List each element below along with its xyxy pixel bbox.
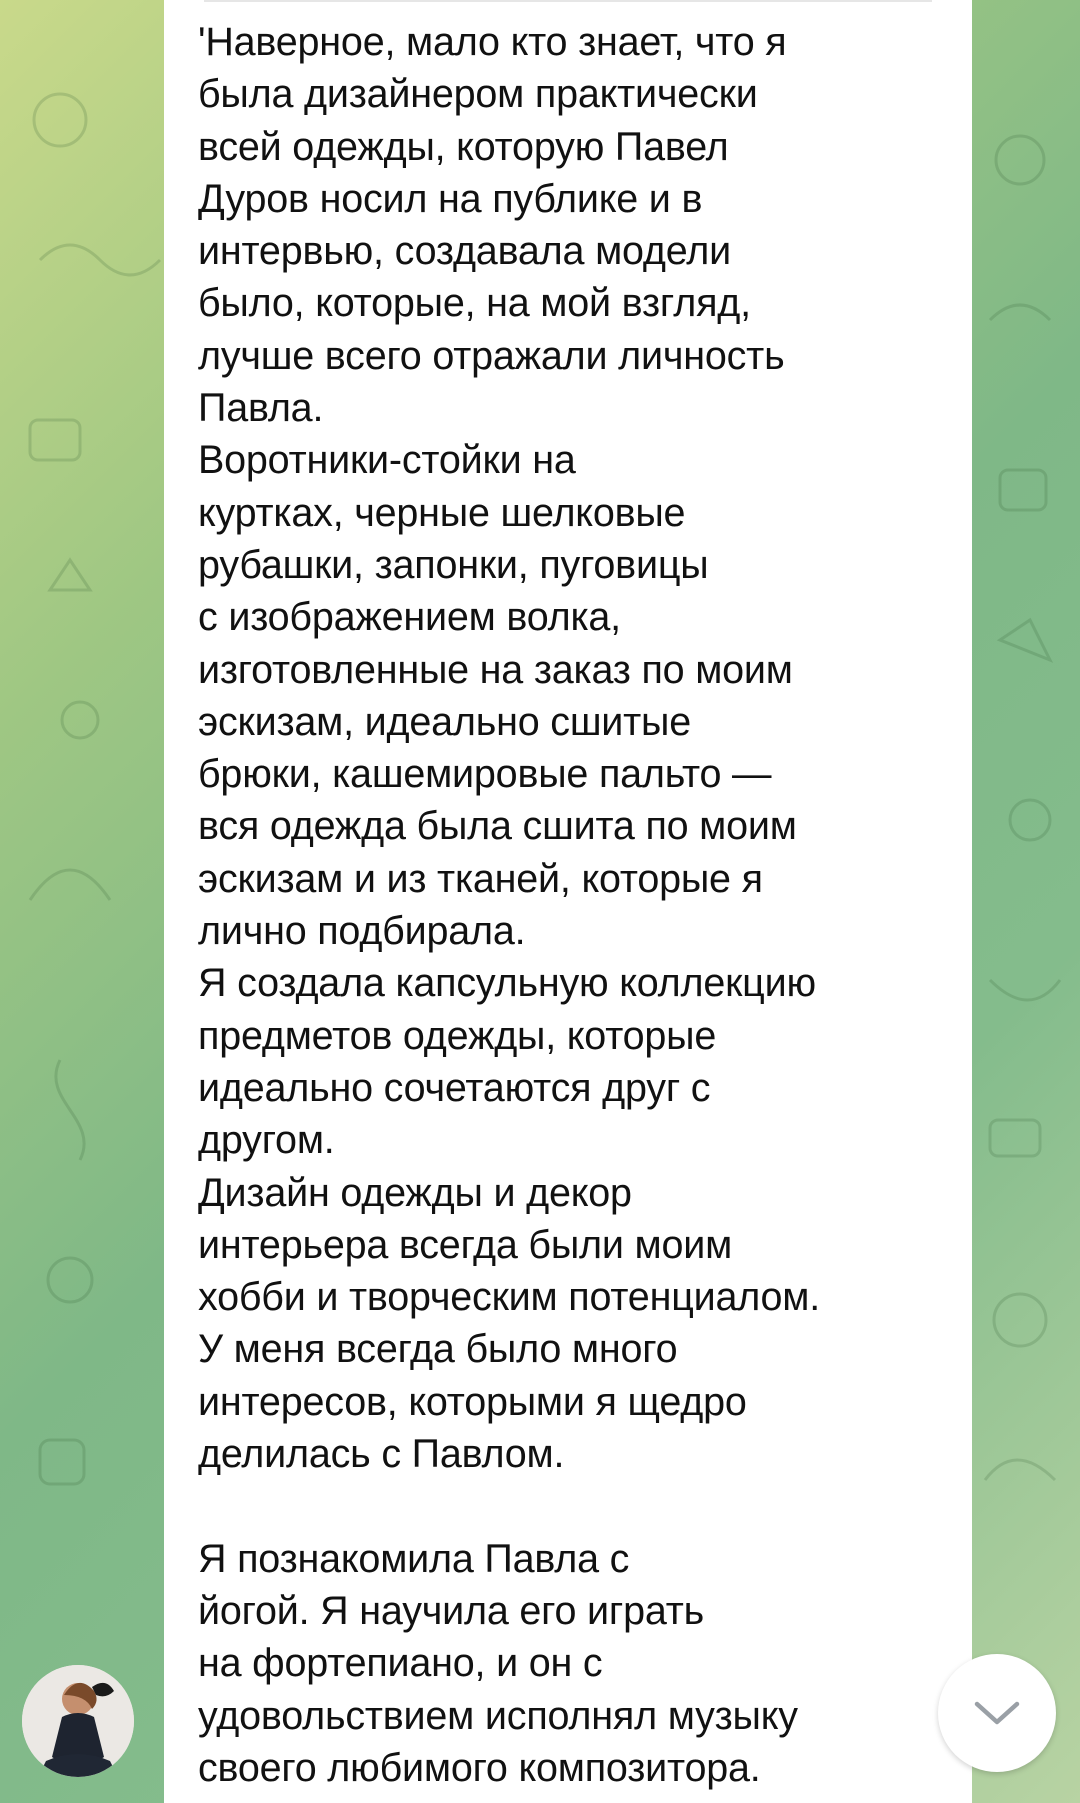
message-line: интерьера всегда были моим — [198, 1222, 733, 1267]
message-line: Я создала капсульную коллекцию — [198, 961, 816, 1006]
message-text — [198, 16, 958, 1794]
message-line: своего любимого композитора. — [198, 1745, 761, 1790]
message-line: 'Наверное, мало кто знает, что я — [198, 20, 787, 64]
message-line: лично подбирала. — [198, 909, 526, 954]
message-bubble[interactable] — [164, 0, 972, 1803]
message-line: делилась с Павлом. — [198, 1432, 565, 1477]
message-line: всей одежды, которую Павел — [198, 124, 729, 169]
message-line: рубашки, запонки, пуговицы — [198, 542, 709, 587]
message-line: на фортепиано, и он с — [198, 1641, 603, 1686]
message-line: с изображением волка, — [198, 595, 621, 640]
message-line: Дуров носил на публике и в — [198, 176, 703, 221]
message-line: идеально сочетаются друг с — [198, 1065, 711, 1110]
message-line: интересов, которыми я щедро — [198, 1379, 747, 1424]
user-avatar-photo-icon — [22, 1665, 134, 1777]
message-line: предметов одежды, которые — [198, 1013, 717, 1058]
message-line: удовольствием исполнял музыку — [198, 1693, 798, 1738]
message-line: была дизайнером практически — [198, 72, 758, 117]
message-line: эскизам, идеально сшитые — [198, 699, 692, 744]
sender-avatar[interactable] — [22, 1665, 134, 1777]
message-line: интервью, создавала модели — [198, 229, 731, 274]
message-line: Павла. — [198, 386, 324, 431]
message-line: другом. — [198, 1118, 335, 1163]
message-line: У меня всегда было много — [198, 1327, 678, 1372]
bubble-divider — [204, 0, 932, 2]
message-line: Я познакомила Павла с — [198, 1536, 630, 1581]
message-line: Воротники-стойки на — [198, 438, 576, 483]
message-line: хобби и творческим потенциалом. — [198, 1275, 821, 1320]
message-line: куртках, черные шелковые — [198, 490, 686, 535]
message-line: йогой. Я научила его играть — [198, 1588, 705, 1633]
chevron-down-icon — [972, 1698, 1022, 1728]
message-line: вся одежда была сшита по моим — [198, 804, 797, 849]
message-line: изготовленные на заказ по моим — [198, 647, 793, 692]
message-line: Дизайн одежды и декор — [198, 1170, 632, 1215]
message-line: эскизам и из тканей, которые я — [198, 856, 763, 901]
message-line: брюки, кашемировые пальто — — [198, 752, 772, 797]
message-line — [198, 1480, 958, 1532]
message-line: лучше всего отражали личность — [198, 333, 785, 378]
message-line: было, которые, на мой взгляд, — [198, 281, 751, 326]
scroll-down-button[interactable] — [938, 1654, 1056, 1772]
